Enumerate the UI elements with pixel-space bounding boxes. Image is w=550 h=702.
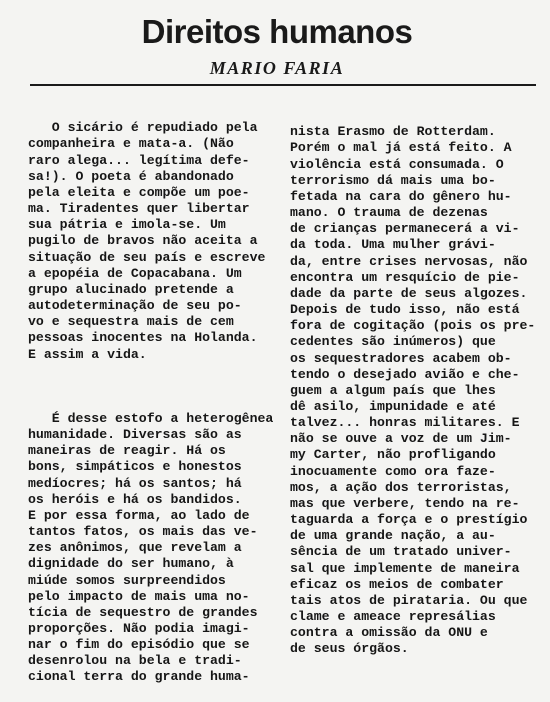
right-column — [290, 92, 542, 674]
left-paragraph-1: O sicário é repudiado pela companheira e mata-a. (Não raro alega... legítima defe- sa!). O poeta é abandonado pela eleita e compõe um poe- ma. Tiradentes quer libertar sua pátria e imola-se. Um pugilo de bravos não aceita a situação de seu país e escreve a epopéia de Copacabana. Um grupo alucinado pretende a autodeterminação de seu po- vo e sequestra mais de cem pessoas inocentes na Holanda. E assim a vida. — [28, 120, 266, 362]
left-paragraph-2: É desse estofo a heterogênea humanidade. Diversas são as maneiras de reagir. Há os bons, simpáticos e honestos medíocres; há os santos; há os heróis e há os bandidos. E por essa forma, ao lado de tantos fatos, os mais das ve- zes anônimos, que revelam a dignidade do ser humano, à miúde somos surpreendidos pelo impacto de mais uma no- tícia de sequestro de grandes proporções. Não podia imagi- nar o fim do episódio que se desenrolou na bela e tradi- cional terra do grande huma- — [28, 410, 274, 685]
left-column — [28, 88, 278, 702]
title-rule — [30, 84, 536, 86]
article-title: Direitos humanos — [141, 13, 413, 50]
right-paragraph: nista Erasmo de Rotterdam. Porém o mal já está feito. A violência está consumada. O terrorismo dá mais uma bo- fetada na cara do gênero hu- mano. O trauma de dezenas de crianças permanecerá a vi- da toda. Uma mulher grávi- da, entre crises nervosas, não encontra um resquício de pie- dade da parte de seus algozes. Depois de tudo isso, não está fora de cogitação (pois os pre- cedentes são inúmeros) que os sequestradores acabem ob- tendo o desejado avião e che- guem a algum país que lhes dê asilo, impunidade e até talvez... honras militares. E não se ouve a voz de um Jim- my Carter, não profligando inocuamente como ora faze- mos, a ação dos terroristas, mas que verbere, tendo na re- taguarda a força e o prestígio de uma grande nação, a au- sência de um tratado univer- sal que implemente de maneira eficaz os meios de combater tais atos de pirataria. Ou que clame e ameace represálias contra a omissão da ONU e de seus órgãos. — [290, 124, 536, 657]
article-author: MARIO FARIA — [209, 58, 345, 78]
